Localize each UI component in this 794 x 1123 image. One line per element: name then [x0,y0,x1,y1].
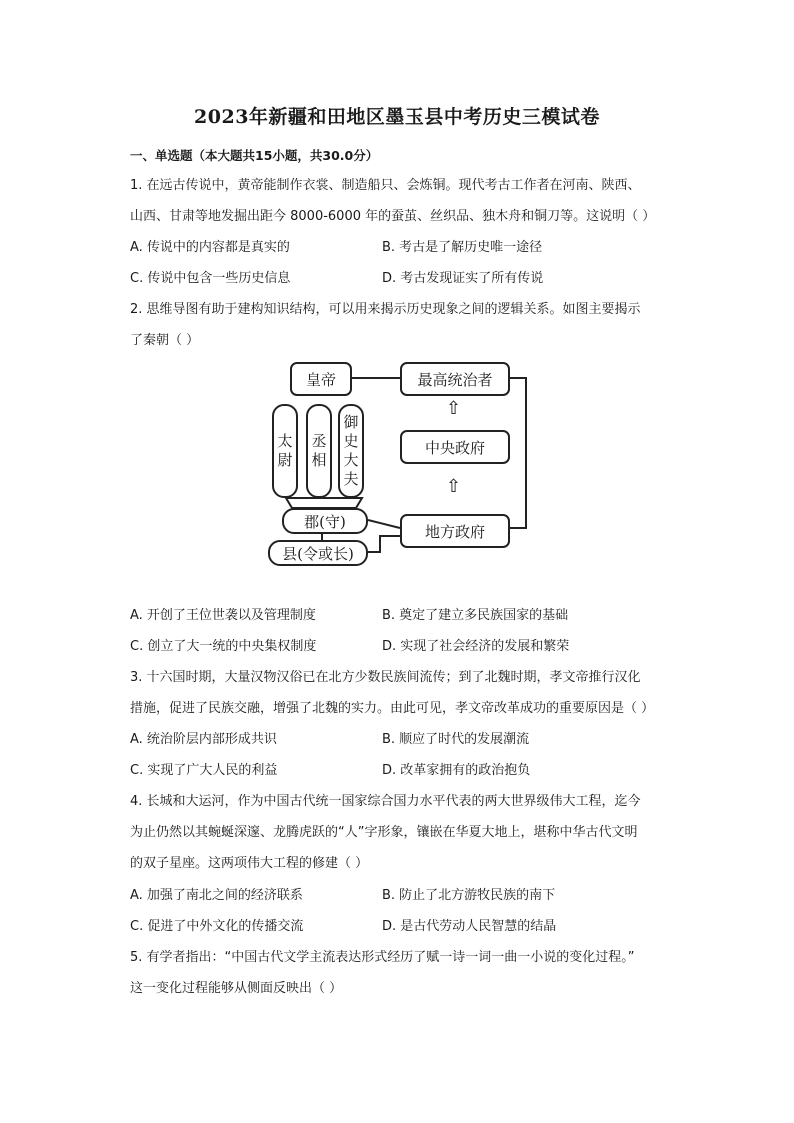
yushi-char-4: 夫 [343,470,359,488]
yushi-char-2: 史 [343,432,359,450]
q5-stem-line2: 这一变化过程能够从侧面反映出（ ） [130,981,343,996]
commandery-box: 郡(守) [282,508,368,534]
q3-option-c[interactable]: C. 实现了广大人民的利益 [130,763,278,778]
up-arrow-icon: ⇧ [446,398,462,419]
q1-option-d[interactable]: D. 考古发现证实了所有传说 [382,271,544,286]
yushi-char-1: 御 [343,413,359,431]
q4-stem-line3: 的双子星座。这两项伟大工程的修建（ ） [130,856,369,871]
taiwei-char-2: 尉 [277,451,293,469]
q4-stem-line1: 4. 长城和大运河，作为中国古代统一国家综合国力水平代表的两大世界级伟大工程，迄今 [130,794,641,809]
pillar-base [286,498,362,508]
yushi-pillar [338,404,364,498]
chengxiang-pillar [306,404,332,498]
taiwei-char-1: 太 [277,432,293,450]
q3-option-a[interactable]: A. 统治阶层内部形成共识 [130,732,277,747]
chengxiang-char-2: 相 [311,451,327,469]
taiwei-pillar [272,404,298,498]
q3-stem-line2: 措施，促进了民族交融，增强了北魏的实力。由此可见，孝文帝改革成功的重要原因是（ ） [130,701,655,716]
q1-option-c[interactable]: C. 传说中包含一些历史信息 [130,271,291,286]
local-government-label: 地方政府 [400,514,510,548]
q1-stem-line1: 1. 在远古传说中，黄帝能制作衣裳、制造船只、会炼铜。现代考古工作者在河南、陕西、 [130,178,641,193]
page-title: 2023年新疆和田地区墨玉县中考历史三模试卷 [194,106,600,128]
county-box: 县(令或长) [268,540,368,566]
q2-option-b[interactable]: B. 奠定了建立多民族国家的基础 [382,608,569,623]
q3-stem-line1: 3. 十六国时期，大量汉物汉俗已在北方少数民族间流传；到了北魏时期，孝文帝推行汉化 [130,670,641,685]
yushi-char-3: 大 [343,451,359,469]
q5-stem-line1: 5. 有学者指出：“中国古代文学主流表达形式经历了赋一诗一词一曲一小说的变化过程。” [130,950,635,965]
q3-option-d[interactable]: D. 改革家拥有的政治抱负 [382,763,531,778]
q1-option-a[interactable]: A. 传说中的内容都是真实的 [130,240,290,255]
emperor-box: 皇帝 [290,362,352,396]
q4-option-d[interactable]: D. 是古代劳动人民智慧的结晶 [382,919,557,934]
q4-option-c[interactable]: C. 促进了中外文化的传播交流 [130,919,304,934]
up-arrow-icon: ⇧ [446,476,462,497]
q2-stem-line1: 2. 思维导图有助于建构知识结构，可以用来揭示历史现象之间的逻辑关系。如图主要揭示 [130,302,641,317]
q2-stem-line2: 了秦朝（ ） [130,333,200,348]
connector-county-local [368,536,400,552]
section-heading: 一、单选题（本大题共15小题，共30.0分） [130,148,379,163]
q2-option-c[interactable]: C. 创立了大一统的中央集权制度 [130,639,317,654]
q4-option-a[interactable]: A. 加强了南北之间的经济联系 [130,888,303,903]
connector-commandery-local [368,520,400,528]
q2-option-a[interactable]: A. 开创了王位世袭以及管理制度 [130,608,316,623]
top-ruler-label: 最高统治者 [400,362,510,396]
q1-stem-line2: 山西、甘肃等地发掘出距今 8000-6000 年的蚕茧、丝织品、独木舟和铜刀等。这说明（ ） [130,209,656,224]
q2-option-d[interactable]: D. 实现了社会经济的发展和繁荣 [382,639,570,654]
q4-stem-line2: 为止仍然以其蜿蜒深邃、龙腾虎跃的“人”字形象，镶嵌在华夏大地上，堪称中华古代文明 [130,825,638,840]
central-government-label: 中央政府 [400,430,510,464]
connector-right-bracket [510,378,526,528]
q1-option-b[interactable]: B. 考古是了解历史唯一途径 [382,240,543,255]
q3-option-b[interactable]: B. 顺应了时代的发展潮流 [382,732,530,747]
chengxiang-char-1: 丞 [311,432,327,450]
q4-option-b[interactable]: B. 防止了北方游牧民族的南下 [382,888,556,903]
qin-government-diagram [262,360,532,570]
